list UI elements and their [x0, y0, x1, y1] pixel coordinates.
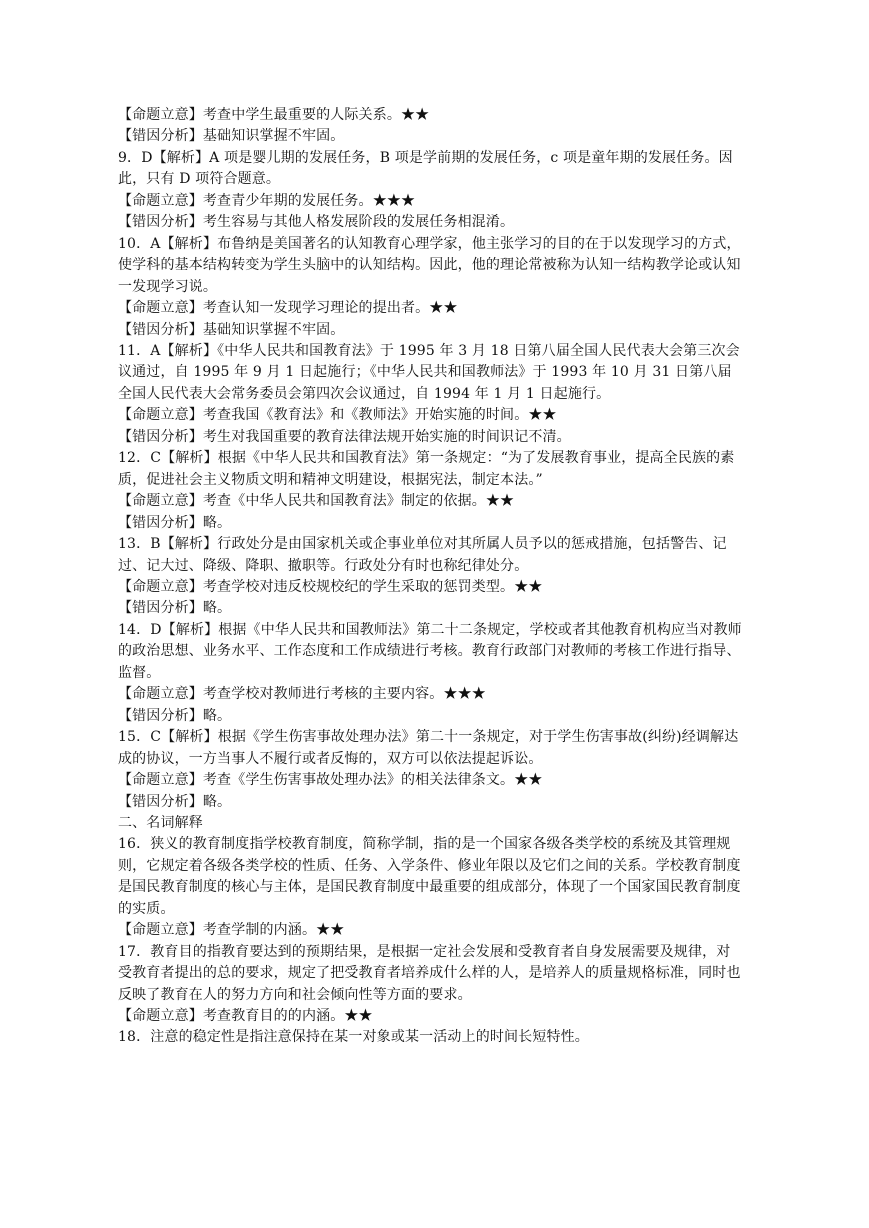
question-13-error-analysis: 【错因分析】略。: [118, 600, 232, 617]
question-17-explanation: 17．教育目的指教育要达到的预期结果，是根据一定社会发展和受教育者自身发展需要及规律，对受教育者提出的总的要求，规定了把受教育者培养成什么样的人，是培养人的质量规格标准，同时也反映了教育在人的努力方向和社会倾向性等方面的要求。: [118, 943, 741, 1003]
section-heading-term-explanation: 二、名词解释: [118, 814, 203, 831]
question-14-error-analysis: 【错因分析】略。: [118, 707, 232, 724]
question-11-explanation: 11．A【解析】《中华人民共和国教育法》于 1995 年 3 月 18 日第八届全国人民代表大会第三次会议通过，自 1995 年 9 月 1 日起施行；《中华人民共和国教师法》于 1993 年 10 月 31 日第八届全国人民代表大会常务委员会第四次会议通过，自 1994 年 1 月 1 日起施行。: [118, 342, 740, 402]
question-16-explanation: 16．狭义的教育制度指学校教育制度，简称学制，指的是一个国家各级各类学校的系统及其管理规则，它规定着各级各类学校的性质、任务、入学条件、修业年限以及它们之间的关系。学校教育制度是国民教育制度的核心与主体，是国民教育制度中最重要的组成部分，体现了一个国家国民教育制度的实质。: [118, 836, 741, 917]
question-15-explanation: 15．C【解析】根据《学生伤害事故处理办法》第二十一条规定，对于学生伤害事故(纠纷)经调解达成的协议，一方当事人不履行或者反悔的，双方可以依法提起诉讼。: [118, 729, 739, 767]
question-17-intent: 【命题立意】考查教育目的的内涵。★★: [118, 1008, 373, 1025]
question-13-explanation: 13．B【解析】行政处分是由国家机关或企事业单位对其所属人员予以的惩戒措施，包括警告、记过、记大过、降级、降职、撤职等。行政处分有时也称纪律处分。: [118, 536, 727, 574]
question-11-error-analysis: 【错因分析】考生对我国重要的教育法律法规开始实施的时间识记不清。: [118, 428, 571, 445]
question-10-error-analysis: 【错因分析】基础知识掌握不牢固。: [118, 321, 345, 338]
question-13-intent: 【命题立意】考查学校对违反校规校纪的学生采取的惩罚类型。★★: [118, 578, 543, 595]
question-16-intent: 【命题立意】考查学制的内涵。★★: [118, 922, 345, 939]
question-15-intent: 【命题立意】考查《学生伤害事故处理办法》的相关法律条文。★★: [118, 772, 543, 789]
question-18-explanation: 18．注意的稳定性是指注意保持在某一对象或某一活动上的时间长短特性。: [118, 1029, 589, 1046]
question-9-error-analysis: 【错因分析】考生容易与其他人格发展阶段的发展任务相混淆。: [118, 214, 515, 231]
question-10-explanation: 10．A【解析】布鲁纳是美国著名的认知教育心理学家，他主张学习的目的在于以发现学习的方式，使学科的基本结构转变为学生头脑中的认知结构。因此，他的理论常被称为认知一结构教学论或认知一发现学习说。: [118, 235, 741, 295]
question-14-explanation: 14．D【解析】根据《中华人民共和国教师法》第二十二条规定，学校或者其他教育机构应当对教师的政治思想、业务水平、工作态度和工作成绩进行考核。教育行政部门对教师的考核工作进行指导、监督。: [118, 621, 742, 681]
question-12-explanation: 12．C【解析】根据《中华人民共和国教育法》第一条规定：“为了发展教育事业，提高全民族的素质，促进社会主义物质文明和精神文明建设，根据宪法，制定本法。”: [118, 450, 735, 488]
question-11-intent: 【命题立意】考查我国《教育法》和《教师法》开始实施的时间。★★: [118, 407, 557, 424]
question-8-error-analysis: 【错因分析】基础知识掌握不牢固。: [118, 128, 345, 145]
question-10-intent: 【命题立意】考查认知一发现学习理论的提出者。★★: [118, 300, 458, 317]
question-8-intent: 【命题立意】考查中学生最重要的人际关系。★★: [118, 107, 430, 123]
question-9-explanation: 9．D【解析】A 项是婴儿期的发展任务，B 项是学前期的发展任务，c 项是童年期的发展任务。因此，只有 D 项符合题意。: [118, 149, 733, 188]
question-12-intent: 【命题立意】考查《中华人民共和国教育法》制定的依据。★★: [118, 493, 515, 510]
question-12-error-analysis: 【错因分析】略。: [118, 514, 232, 531]
question-9-intent: 【命题立意】考查青少年期的发展任务。★★★: [118, 192, 416, 209]
document-page: [118, 105, 743, 1049]
question-14-intent: 【命题立意】考查学校对教师进行考核的主要内容。★★★: [118, 686, 486, 703]
question-15-error-analysis: 【错因分析】略。: [118, 793, 232, 810]
